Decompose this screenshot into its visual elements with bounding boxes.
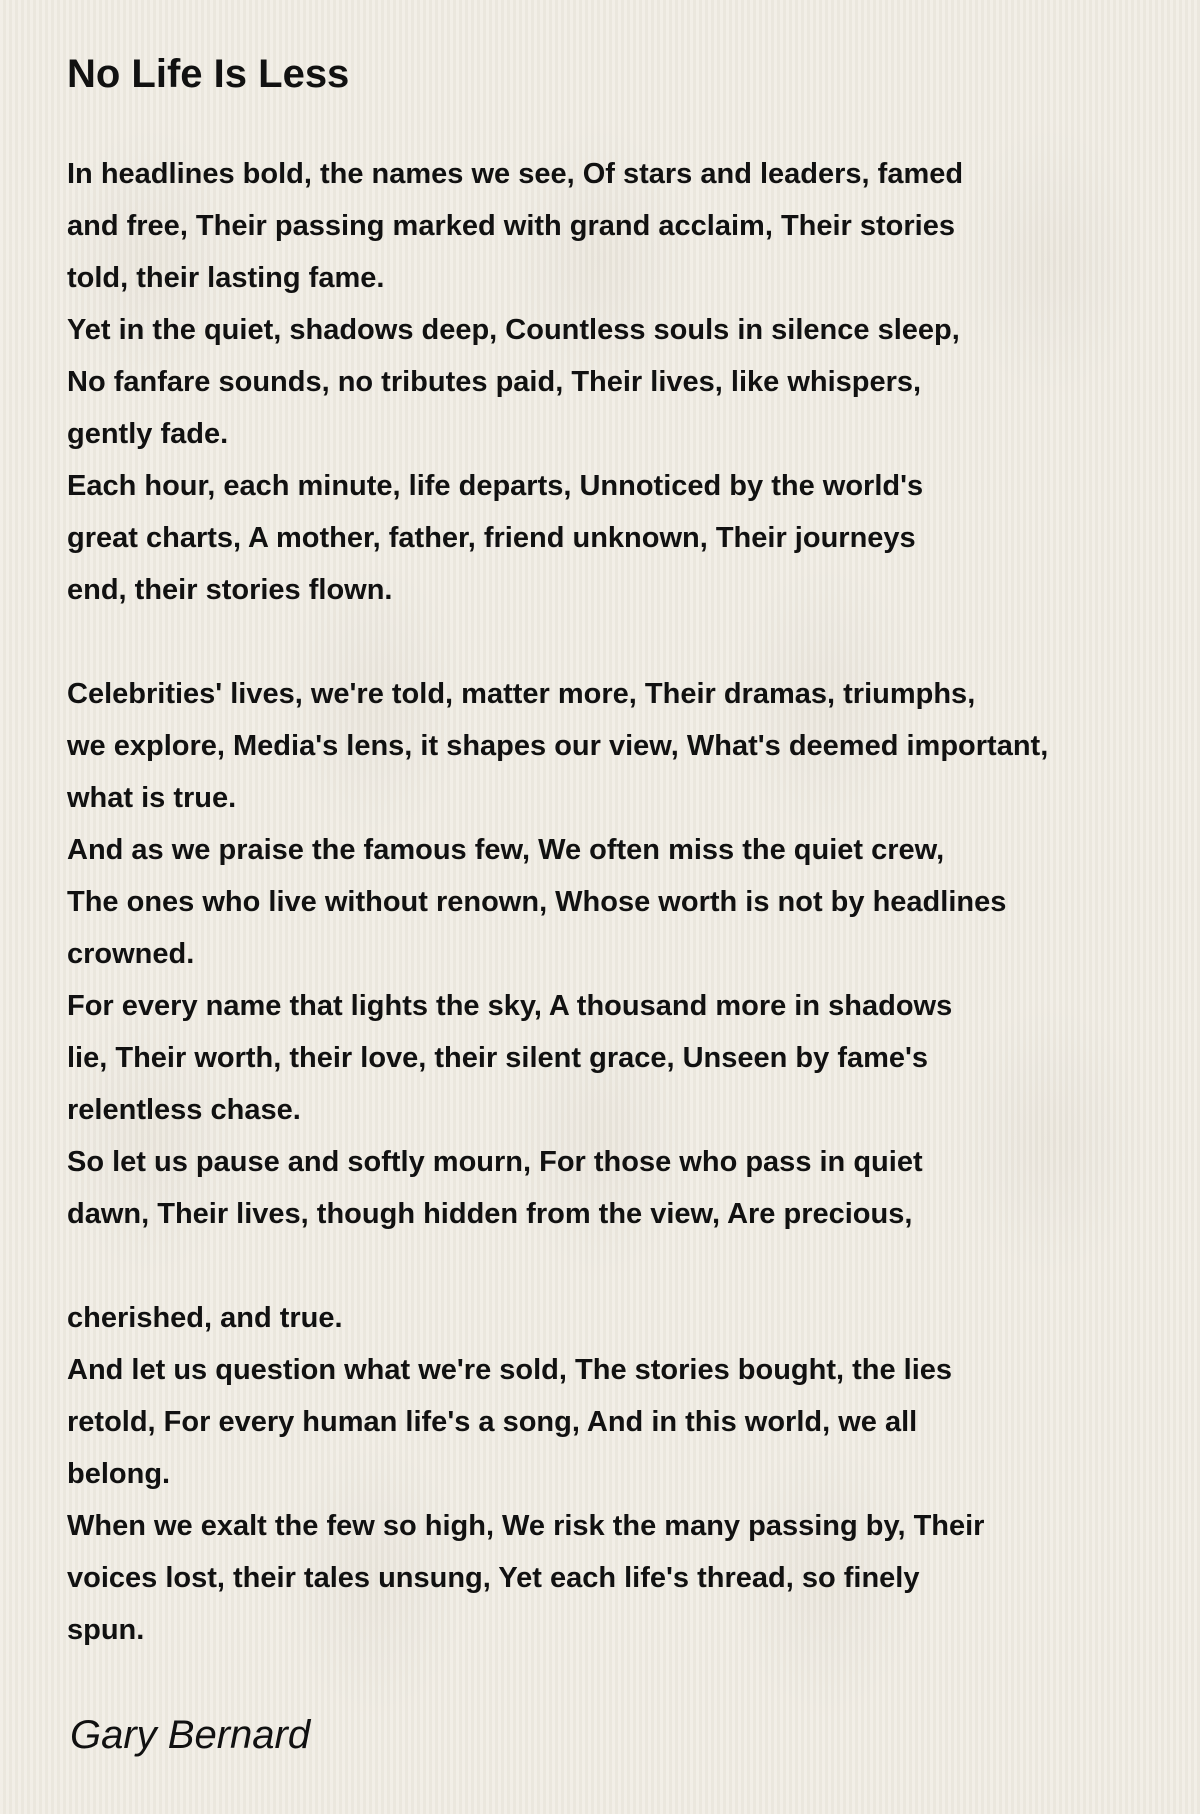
poem-line: crowned.	[67, 938, 195, 970]
poem-blank-line	[67, 1240, 1192, 1292]
poem-line: and free, Their passing marked with grand acclaim, Their stories	[67, 210, 955, 242]
poem-line: belong.	[67, 1458, 171, 1490]
poem-title: No Life Is Less	[67, 52, 350, 96]
poem-line: great charts, A mother, father, friend unknown, Their journeys	[67, 522, 916, 554]
poem-line: lie, Their worth, their love, their silent grace, Unseen by fame's	[67, 1042, 929, 1074]
poem-line: In headlines bold, the names we see, Of stars and leaders, famed	[67, 158, 964, 190]
poem-line: dawn, Their lives, though hidden from the view, Are precious,	[67, 1198, 913, 1230]
poem-author: Gary Bernard	[70, 1713, 311, 1757]
poem-line: Yet in the quiet, shadows deep, Countless souls in silence sleep,	[67, 314, 960, 346]
poem-line: gently fade.	[67, 418, 229, 450]
poem-line: Each hour, each minute, life departs, Unnoticed by the world's	[67, 470, 924, 502]
poem-line: retold, For every human life's a song, And in this world, we all	[67, 1406, 918, 1438]
poem-line: cherished, and true.	[67, 1302, 343, 1334]
poem-blank-line	[67, 616, 1192, 668]
poem-line: Celebrities' lives, we're told, matter more, Their dramas, triumphs,	[67, 678, 976, 710]
poem-line: we explore, Media's lens, it shapes our view, What's deemed important,	[67, 730, 1049, 762]
poem-line: relentless chase.	[67, 1094, 301, 1126]
poem-line: So let us pause and softly mourn, For those who pass in quiet	[67, 1146, 923, 1178]
poem-line: end, their stories flown.	[67, 574, 393, 606]
poem-line: When we exalt the few so high, We risk the many passing by, Their	[67, 1510, 985, 1542]
poem-body	[67, 148, 1192, 1656]
poem-line: No fanfare sounds, no tributes paid, Their lives, like whispers,	[67, 366, 922, 398]
poem-line: The ones who live without renown, Whose worth is not by headlines	[67, 886, 1007, 918]
poem-line: voices lost, their tales unsung, Yet each life's thread, so finely	[67, 1562, 920, 1594]
poem-line: told, their lasting fame.	[67, 262, 385, 294]
poem-line: For every name that lights the sky, A thousand more in shadows	[67, 990, 953, 1022]
poem-line: And let us question what we're sold, The stories bought, the lies	[67, 1354, 953, 1386]
poem-line: spun.	[67, 1614, 145, 1646]
poem-line: what is true.	[67, 782, 237, 814]
poem-line: And as we praise the famous few, We often miss the quiet crew,	[67, 834, 945, 866]
